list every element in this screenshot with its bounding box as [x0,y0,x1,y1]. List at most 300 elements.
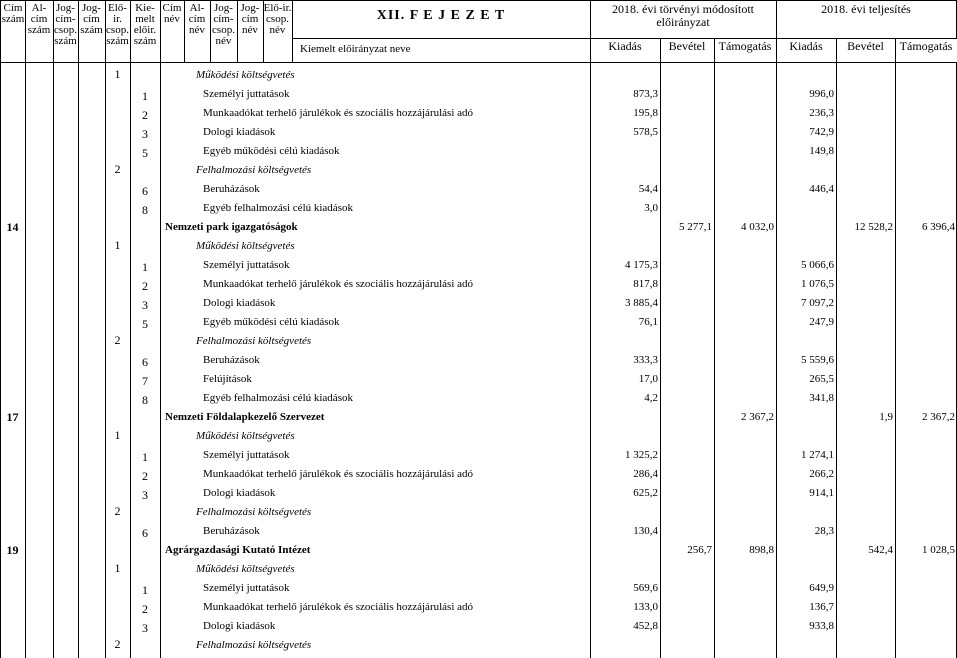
header-col-4: Jog-cím szám [78,1,106,62]
value-act-bevetel [836,636,895,655]
table-row [0,370,957,389]
group-number [105,522,130,541]
value-appr-bevetel [660,617,714,636]
value-appr-bevetel [660,104,714,123]
group-number [105,180,130,199]
value-appr-bevetel [660,446,714,465]
value-appr-tamogatas [714,598,776,617]
value-appr-kiadas [590,218,660,237]
value-act-bevetel [836,389,895,408]
group-row [0,66,957,85]
value-appr-tamogatas [714,294,776,313]
table-row [0,313,957,332]
header-col-7: Cím név [160,1,185,62]
value-act-bevetel [836,85,895,104]
value-appr-bevetel [660,142,714,161]
value-appr-tamogatas [714,123,776,142]
value-act-tamogatas [895,484,957,503]
value-act-tamogatas [895,351,957,370]
item-number: 6 [142,355,148,369]
value-appr-bevetel [660,522,714,541]
item-number: 3 [142,488,148,502]
value-act-tamogatas [895,275,957,294]
cim-number [0,484,25,503]
value-act-bevetel [836,66,895,85]
value-appr-tamogatas [714,579,776,598]
table-row [0,598,957,617]
value-act-tamogatas [895,66,957,85]
value-act-bevetel [836,617,895,636]
table-row [0,351,957,370]
group-row [0,560,957,579]
group-row [0,636,957,655]
value-act-bevetel [836,598,895,617]
value-act-tamogatas: 2 367,2 [922,411,955,423]
cim-number [0,636,25,655]
header-col-11: Elő-ir. csop. név [263,1,293,62]
table-row [0,85,957,104]
value-act-tamogatas [895,522,957,541]
value-act-bevetel [836,351,895,370]
value-act-kiadas: 149,8 [809,145,834,157]
value-act-kiadas [776,199,836,218]
value-act-tamogatas [895,123,957,142]
table-row [0,446,957,465]
value-appr-bevetel [660,237,714,256]
group-number [105,617,130,636]
value-act-tamogatas: 6 396,4 [922,221,955,233]
group-number: 2 [114,637,121,651]
value-appr-bevetel [660,465,714,484]
value-act-tamogatas [895,104,957,123]
item-name: Dologi kiadások [203,620,276,632]
value-act-kiadas: 5 559,6 [801,354,834,366]
group-number [105,104,130,123]
item-name: Nemzeti park igazgatóságok [165,221,298,233]
value-act-bevetel [836,142,895,161]
cim-number [0,275,25,294]
value-appr-tamogatas: 898,8 [749,544,774,556]
value-appr-kiadas [590,560,660,579]
value-appr-kiadas: 4 175,3 [625,259,658,271]
item-name: Személyi juttatások [203,582,290,594]
value-appr-kiadas: 17,0 [638,373,658,385]
item-name: Munkaadókat terhelő járulékok és szociális hozzájárulási adó [203,278,474,290]
value-appr-bevetel [660,256,714,275]
value-act-kiadas: 341,8 [809,392,834,404]
value-act-bevetel [836,332,895,351]
group-number [105,218,130,237]
value-act-tamogatas [895,142,957,161]
item-name: Beruházások [203,354,260,366]
item-name: Egyéb működési célú kiadások [203,316,340,328]
group-number [105,389,130,408]
value-appr-tamogatas [714,617,776,636]
item-name: Beruházások [203,525,260,537]
value-act-kiadas: 266,2 [809,468,834,480]
group-row [0,503,957,522]
value-appr-kiadas [590,161,660,180]
cim-number [0,503,25,522]
value-act-tamogatas [895,598,957,617]
item-name: Működési költségvetés [196,430,295,442]
table-row [0,294,957,313]
header-col-2: Al-cím szám [25,1,54,62]
item-name: Felhalmozási költségvetés [196,164,312,176]
group-number [105,370,130,389]
cim-number [0,180,25,199]
table-row [0,465,957,484]
item-number: 3 [142,621,148,635]
value-act-tamogatas [895,332,957,351]
value-act-kiadas: 5 066,6 [801,259,834,271]
item-number: 1 [142,583,148,597]
table-row [0,123,957,142]
group-number: 1 [114,238,121,252]
name-col-header: Kiemelt előirányzat neve [292,38,591,62]
group-number [105,199,130,218]
table-row [0,579,957,598]
value-appr-kiadas: 3 885,4 [625,297,658,309]
item-name: Felhalmozási költségvetés [196,506,312,518]
group-number [105,351,130,370]
table-row [0,104,957,123]
group-number: 2 [114,333,121,347]
value-appr-tamogatas [714,275,776,294]
value-act-bevetel: 542,4 [868,544,893,556]
value-act-tamogatas [895,256,957,275]
item-name: Felhalmozási költségvetés [196,639,312,651]
value-appr-tamogatas [714,332,776,351]
value-act-kiadas: 236,3 [809,107,834,119]
value-appr-bevetel: 5 277,1 [679,221,712,233]
value-appr-kiadas: 130,4 [633,525,658,537]
cim-number [0,446,25,465]
value-appr-kiadas [590,503,660,522]
section-row [0,541,957,560]
value-act-kiadas: 996,0 [809,88,834,100]
value-act-kiadas: 649,9 [809,582,834,594]
group-number [105,294,130,313]
value-act-kiadas: 933,8 [809,620,834,632]
value-appr-kiadas: 195,8 [633,107,658,119]
value-act-tamogatas [895,446,957,465]
value-appr-bevetel [660,579,714,598]
value-act-kiadas [776,332,836,351]
item-name: Személyi juttatások [203,449,290,461]
subcol-header: Kiadás [776,38,837,62]
value-appr-kiadas: 333,3 [633,354,658,366]
item-name: Dologi kiadások [203,487,276,499]
value-appr-kiadas: 569,6 [633,582,658,594]
value-appr-tamogatas [714,484,776,503]
value-act-tamogatas [895,503,957,522]
value-act-tamogatas [895,85,957,104]
value-appr-kiadas: 286,4 [633,468,658,480]
value-act-bevetel [836,427,895,446]
header-col-3: Jog-cím-csop. szám [53,1,79,62]
header-col-6: Kie-melt előir. szám [130,1,161,62]
value-appr-tamogatas [714,180,776,199]
table-row [0,617,957,636]
value-act-bevetel [836,503,895,522]
item-name: Agrárgazdasági Kutató Intézet [165,544,311,556]
value-appr-kiadas [590,66,660,85]
chapter-title: XII. F E J E Z E T [292,1,591,38]
value-act-kiadas: 914,1 [809,487,834,499]
cim-number [0,598,25,617]
table-row [0,389,957,408]
item-name: Nemzeti Földalapkezelő Szervezet [165,411,325,423]
value-appr-bevetel [660,560,714,579]
value-act-bevetel [836,579,895,598]
value-act-bevetel [836,256,895,275]
value-appr-bevetel [660,351,714,370]
value-appr-bevetel [660,636,714,655]
value-appr-tamogatas [714,351,776,370]
cim-number [0,123,25,142]
value-appr-bevetel [660,332,714,351]
value-act-tamogatas: 1 028,5 [922,544,955,556]
item-number: 2 [142,279,148,293]
cim-number: 19 [6,543,19,557]
value-act-bevetel: 12 528,2 [854,221,893,233]
value-act-bevetel [836,123,895,142]
item-name: Működési költségvetés [196,563,295,575]
value-appr-bevetel [660,370,714,389]
value-act-kiadas [776,237,836,256]
value-appr-kiadas: 873,3 [633,88,658,100]
value-act-bevetel [836,446,895,465]
item-name: Személyi juttatások [203,259,290,271]
value-act-kiadas: 1 274,1 [801,449,834,461]
value-act-bevetel [836,199,895,218]
item-number: 2 [142,602,148,616]
section-row [0,408,957,427]
value-appr-bevetel [660,180,714,199]
group-number [105,465,130,484]
value-act-bevetel [836,275,895,294]
value-appr-bevetel [660,294,714,313]
value-appr-bevetel [660,275,714,294]
value-appr-kiadas: 625,2 [633,487,658,499]
cim-number [0,370,25,389]
cim-number [0,313,25,332]
cim-number [0,332,25,351]
value-appr-tamogatas [714,142,776,161]
item-name: Egyéb működési célú kiadások [203,145,340,157]
value-appr-tamogatas [714,161,776,180]
cim-number [0,389,25,408]
group-header-appropriation: 2018. évi törvényi módosított előirányzat [590,1,777,38]
value-appr-tamogatas [714,313,776,332]
value-appr-tamogatas [714,85,776,104]
section-row [0,218,957,237]
item-name: Beruházások [203,183,260,195]
group-row [0,237,957,256]
table-row [0,275,957,294]
value-appr-tamogatas [714,465,776,484]
cim-number [0,351,25,370]
group-number [105,256,130,275]
header-col-10: Jog-cím név [237,1,264,62]
group-number [105,142,130,161]
value-appr-bevetel [660,389,714,408]
value-act-tamogatas [895,617,957,636]
group-number [105,446,130,465]
item-number: 6 [142,526,148,540]
value-act-tamogatas [895,237,957,256]
value-appr-bevetel [660,313,714,332]
table-row [0,199,957,218]
group-number [105,541,130,560]
value-appr-kiadas [590,541,660,560]
value-appr-kiadas: 452,8 [633,620,658,632]
value-act-bevetel [836,560,895,579]
group-number [105,313,130,332]
value-act-kiadas: 7 097,2 [801,297,834,309]
value-appr-bevetel [660,427,714,446]
value-appr-tamogatas [714,427,776,446]
value-act-bevetel [836,180,895,199]
value-act-kiadas: 28,3 [814,525,834,537]
value-appr-kiadas [590,142,660,161]
header-col-8: Al-cím név [184,1,211,62]
item-number: 5 [142,146,148,160]
value-act-bevetel [836,370,895,389]
value-appr-kiadas [590,636,660,655]
value-act-tamogatas [895,465,957,484]
value-appr-tamogatas [714,66,776,85]
group-number: 1 [114,67,121,81]
group-number: 2 [114,504,121,518]
group-number [105,484,130,503]
value-act-bevetel [836,313,895,332]
value-act-tamogatas [895,370,957,389]
value-appr-kiadas [590,237,660,256]
cim-number [0,256,25,275]
group-number [105,598,130,617]
header-col-5: Elő-ir. csop. szám [105,1,131,62]
value-act-kiadas: 446,4 [809,183,834,195]
group-row [0,332,957,351]
value-appr-kiadas: 578,5 [633,126,658,138]
value-act-kiadas [776,408,836,427]
cim-number [0,617,25,636]
value-appr-tamogatas [714,636,776,655]
value-appr-tamogatas [714,104,776,123]
value-appr-bevetel [660,503,714,522]
item-number: 1 [142,450,148,464]
table-row [0,142,957,161]
group-number [105,579,130,598]
cim-number [0,85,25,104]
table-row [0,180,957,199]
value-act-bevetel [836,484,895,503]
group-number: 1 [114,561,121,575]
item-name: Felhalmozási költségvetés [196,335,312,347]
item-name: Működési költségvetés [196,240,295,252]
subcol-header: Bevétel [660,38,715,62]
value-act-bevetel [836,465,895,484]
item-number: 1 [142,89,148,103]
subcol-header: Bevétel [836,38,896,62]
subcol-header: Támogatás [714,38,777,62]
item-name: Működési költségvetés [196,69,295,81]
value-appr-tamogatas [714,446,776,465]
value-appr-tamogatas [714,237,776,256]
value-appr-kiadas: 817,8 [633,278,658,290]
value-act-kiadas [776,218,836,237]
item-name: Munkaadókat terhelő járulékok és szociális hozzájárulási adó [203,601,474,613]
value-appr-kiadas: 76,1 [638,316,658,328]
cim-number [0,199,25,218]
cim-number [0,294,25,313]
value-appr-kiadas [590,427,660,446]
value-appr-bevetel [660,123,714,142]
table-row [0,256,957,275]
cim-number [0,465,25,484]
value-appr-bevetel [660,484,714,503]
item-number: 8 [142,393,148,407]
value-appr-tamogatas [714,199,776,218]
value-act-kiadas: 265,5 [809,373,834,385]
value-act-bevetel [836,294,895,313]
group-number [105,123,130,142]
value-act-bevetel [836,237,895,256]
value-appr-kiadas [590,408,660,427]
group-row [0,427,957,446]
group-number [105,408,130,427]
table-row [0,522,957,541]
item-name: Egyéb felhalmozási célú kiadások [203,202,353,214]
cim-number: 14 [6,220,19,234]
value-act-tamogatas [895,199,957,218]
value-act-kiadas [776,427,836,446]
value-appr-kiadas [590,332,660,351]
item-number [130,638,160,657]
value-act-kiadas [776,161,836,180]
value-appr-tamogatas [714,503,776,522]
item-number: 8 [142,203,148,217]
cim-number [0,104,25,123]
value-act-bevetel [836,161,895,180]
value-act-tamogatas [895,180,957,199]
value-act-tamogatas [895,636,957,655]
value-appr-tamogatas: 4 032,0 [741,221,774,233]
value-act-kiadas [776,560,836,579]
value-act-kiadas: 1 076,5 [801,278,834,290]
item-number: 2 [142,108,148,122]
cim-number: 17 [6,410,19,424]
value-act-kiadas [776,541,836,560]
group-number [105,85,130,104]
cim-number [0,579,25,598]
value-act-tamogatas [895,389,957,408]
item-name: Személyi juttatások [203,88,290,100]
value-appr-bevetel [660,199,714,218]
value-act-kiadas [776,636,836,655]
table-header [0,0,957,63]
value-appr-kiadas: 54,4 [638,183,658,195]
value-appr-tamogatas [714,560,776,579]
value-act-bevetel [836,104,895,123]
cim-number [0,560,25,579]
value-act-bevetel [836,522,895,541]
value-act-tamogatas [895,560,957,579]
value-appr-tamogatas [714,522,776,541]
cim-number [0,142,25,161]
